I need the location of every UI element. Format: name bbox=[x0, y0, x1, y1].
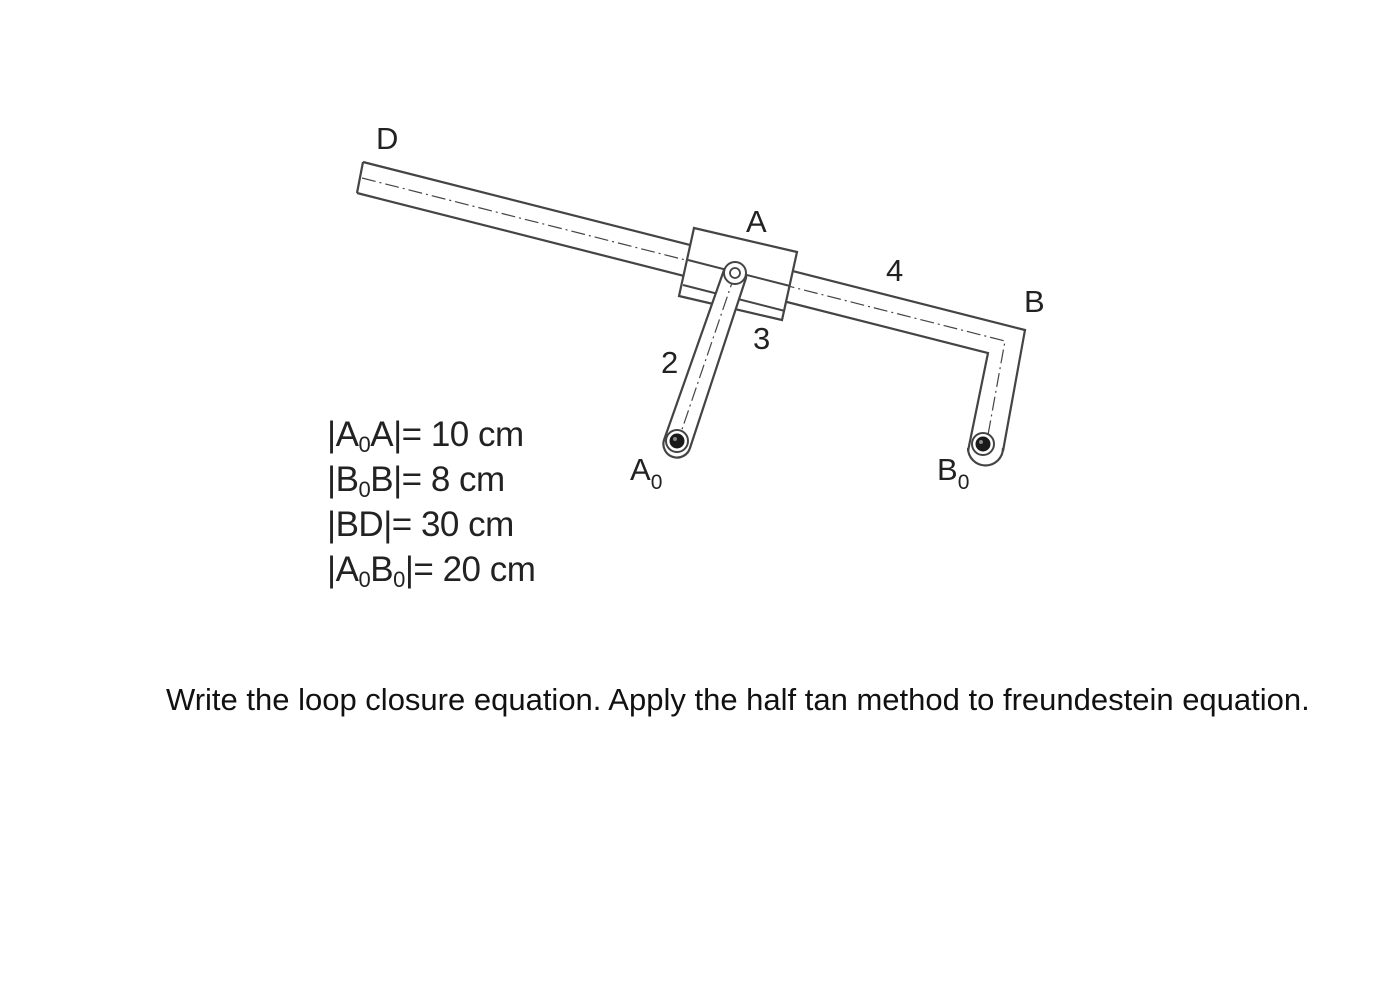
label-point-a: A bbox=[746, 204, 767, 239]
dimension-b0b: $|B_0B|= 8$ cm bbox=[327, 460, 505, 502]
joint-a-pin bbox=[724, 262, 746, 284]
ground-pivot-a0 bbox=[666, 430, 688, 452]
label-link-2: 2 bbox=[661, 345, 679, 380]
dimension-a0b0: $|A_0B_0|= 20$ cm bbox=[327, 550, 536, 592]
question-text: Write the loop closure equation. Apply the half tan method to freundestein equation. bbox=[166, 682, 1310, 717]
label-link-4: 4 bbox=[886, 253, 904, 288]
label-link-3: 3 bbox=[753, 321, 771, 356]
label-point-b0: $B_0$ bbox=[937, 452, 970, 494]
ground-pivot-b0 bbox=[968, 433, 1003, 466]
dimension-bd: |BD|= 30 cm bbox=[327, 505, 514, 544]
label-point-b: B bbox=[1024, 284, 1045, 319]
label-point-a0: $A_0$ bbox=[630, 452, 663, 494]
dimension-list bbox=[327, 412, 535, 592]
dimension-a0a: $|A_0A|= 10$ cm bbox=[327, 415, 524, 457]
label-point-d: D bbox=[376, 121, 399, 156]
